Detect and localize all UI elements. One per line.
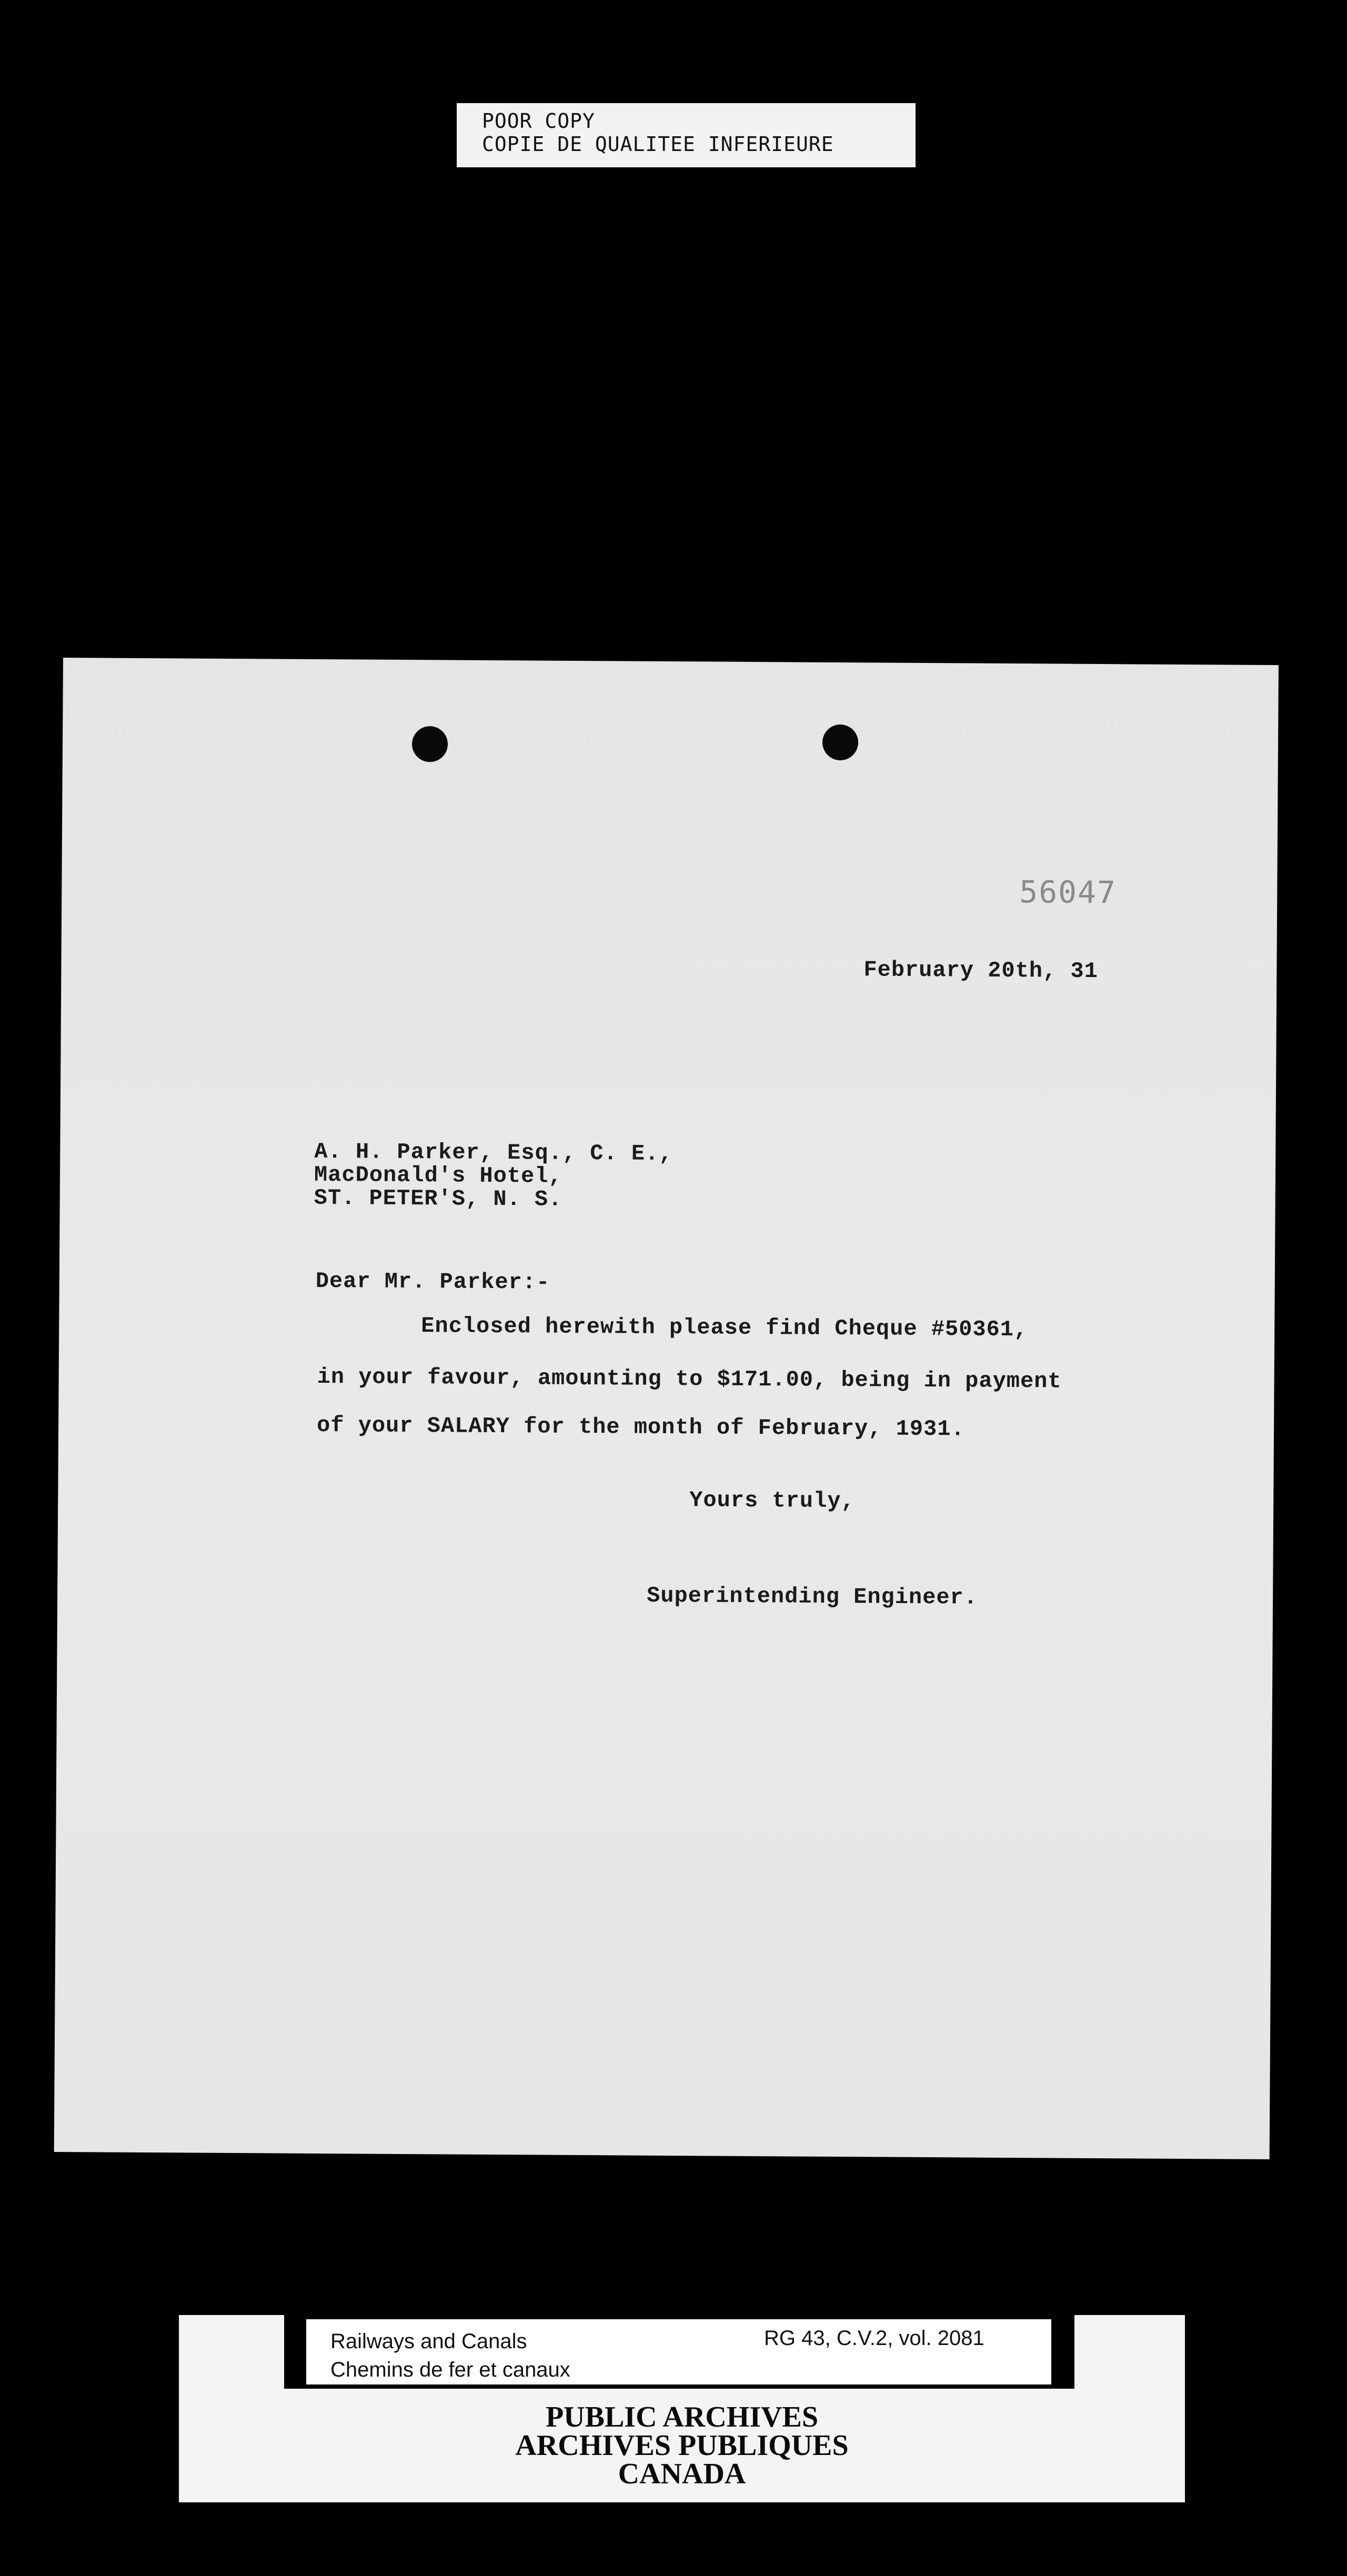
address-line: A. H. Parker, Esq., C. E., [314,1139,673,1167]
address-line: ST. PETER'S, N. S. [314,1185,562,1212]
letter-closing: Yours truly, [689,1487,855,1514]
letter-date: February 20th, 31 [863,957,1099,984]
salutation: Dear Mr. Parker:- [315,1268,550,1295]
record-group-english: Railways and Canals [330,2330,527,2353]
poor-copy-notice [457,103,916,167]
record-group-french: Chemins de fer et canaux [330,2358,570,2381]
archive-title-line: ARCHIVES PUBLIQUES [515,2429,849,2462]
notice-line-2: COPIE DE QUALITEE INFERIEURE [482,133,834,156]
archive-title-line: PUBLIC ARCHIVES [545,2401,819,2433]
notice-line-1: POOR COPY [482,109,595,133]
archive-reference-box [306,2319,1051,2384]
punch-hole-right [822,724,858,760]
archive-reference-number: RG 43, C.V.2, vol. 2081 [764,2327,984,2350]
letter-sheet [54,658,1279,2159]
punch-hole-left [412,726,448,762]
body-line: of your SALARY for the month of February, 1931. [316,1412,965,1442]
body-line: in your favour, amounting to $171.00, being in payment [317,1364,1062,1394]
address-line: MacDonald's Hotel, [314,1162,562,1189]
file-number-stamp: 56047 [1019,874,1117,911]
archive-title-line: CANADA [618,2458,746,2490]
signature-title: Superintending Engineer. [646,1583,978,1611]
body-line: Enclosed herewith please find Cheque #50361, [421,1313,1028,1343]
